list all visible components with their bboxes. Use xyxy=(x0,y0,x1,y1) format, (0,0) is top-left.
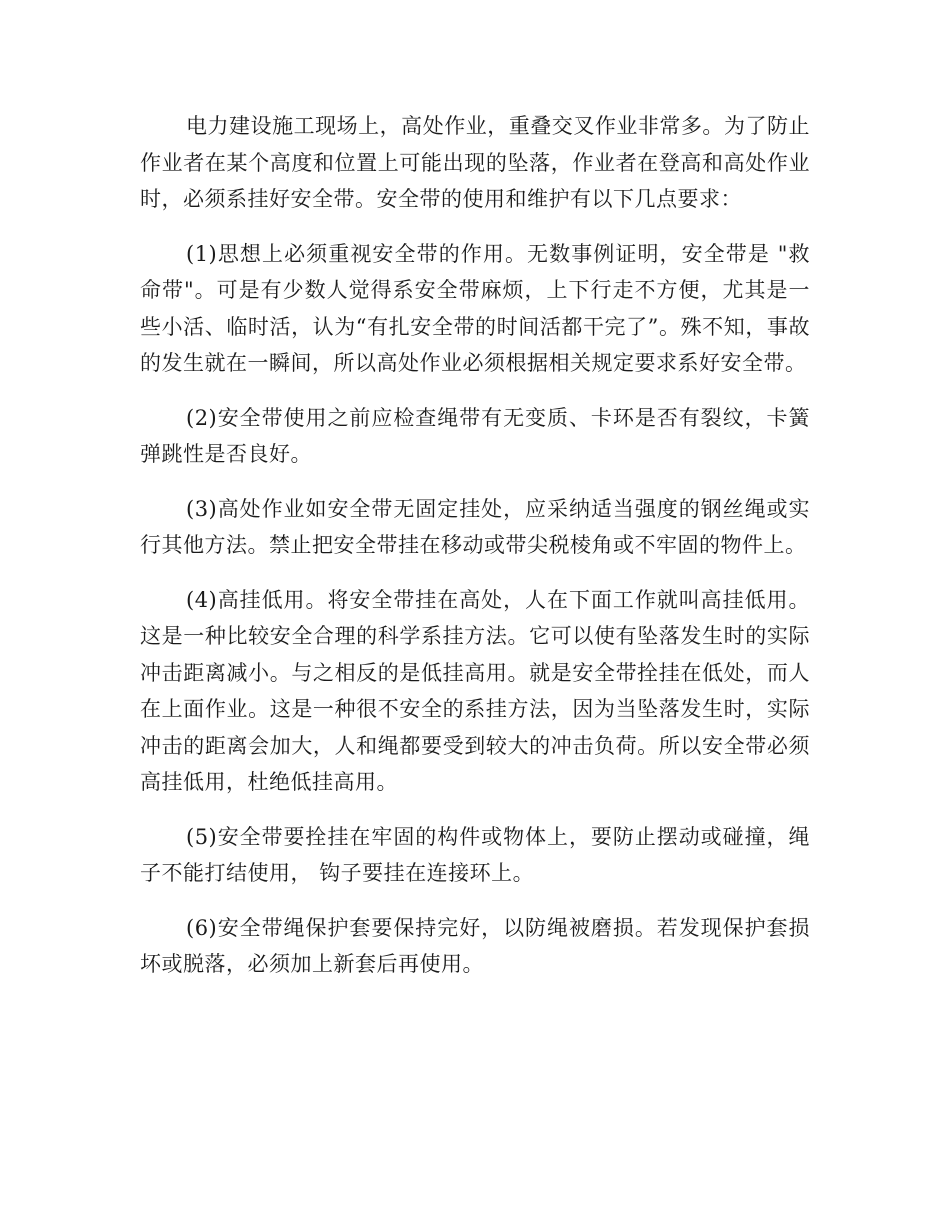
requirement-1-paragraph: (1)思想上必须重视安全带的作用。无数事例证明，安全带是 "救命带"。可是有少数人觉得系安全带麻烦，上下行走不方便，尤其是一些小活、临时活，认为“有扎安全带的时间活都干完了”。殊不知，事故的发生就在一瞬间，所以高处作业必须根据相关规定要求系好安全带。 xyxy=(140,241,810,375)
intro-paragraph: 电力建设施工现场上，高处作业，重叠交叉作业非常多。为了防止作业者在某个高度和位置上可能出现的坠落，作业者在登高和高处作业时，必须系挂好安全带。安全带的使用和维护有以下几点要求： xyxy=(140,114,810,211)
requirement-4-paragraph: (4)高挂低用。将安全带挂在高处，人在下面工作就叫高挂低用。这是一种比较安全合理的科学系挂方法。它可以使有坠落发生时的实际冲击距离减小。与之相反的是低挂高用。就是安全带拴挂在低处，而人在上面作业。这是一种很不安全的系挂方法，因为当坠落发生时，实际冲击的距离会加大，人和绳都要受到较大的冲击负荷。所以安全带必须高挂低用，杜绝低挂高用。 xyxy=(140,587,810,794)
requirement-3-paragraph: (3)高处作业如安全带无固定挂处，应采纳适当强度的钢丝绳或实行其他方法。禁止把安全带挂在移动或带尖税棱角或不牢固的物件上。 xyxy=(140,496,810,557)
document-body xyxy=(140,108,810,1001)
requirement-5-paragraph: (5)安全带要拴挂在牢固的构件或物体上，要防止摆动或碰撞，绳子不能打结使用， 钩子要挂在连接环上。 xyxy=(140,824,810,885)
requirement-6-paragraph: (6)安全带绳保护套要保持完好，以防绳被磨损。若发现保护套损坏或脱落，必须加上新套后再使用。 xyxy=(140,915,810,976)
requirement-2-paragraph: (2)安全带使用之前应检查绳带有无变质、卡环是否有裂纹，卡簧弹跳性是否良好。 xyxy=(140,405,810,466)
